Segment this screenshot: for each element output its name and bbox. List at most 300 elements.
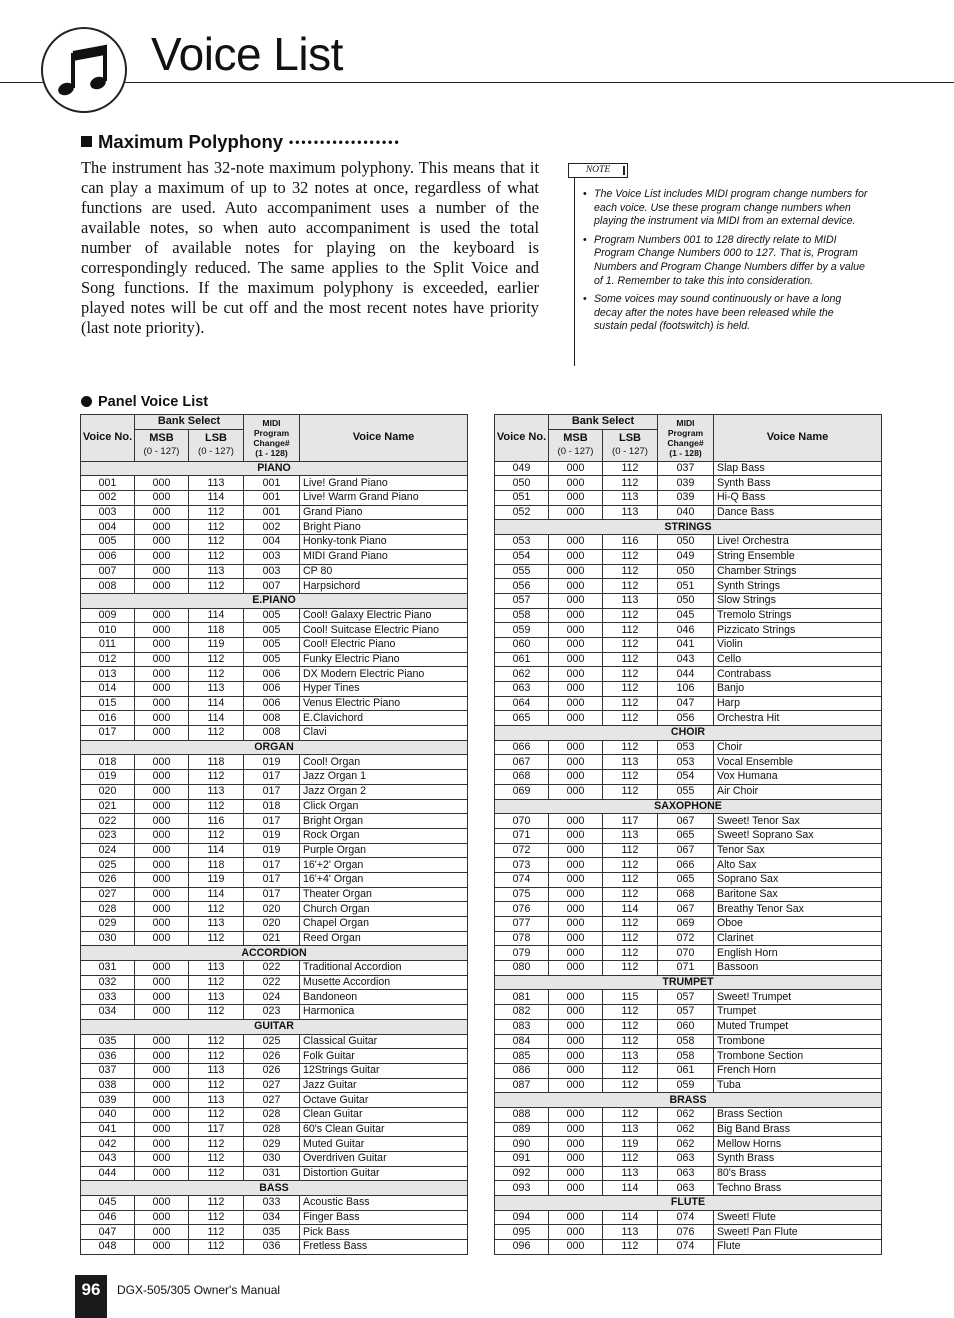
voice-row: [81, 726, 468, 741]
program-change: 018: [244, 799, 300, 814]
msb-value: 000: [549, 711, 603, 726]
voice-row: [495, 740, 882, 755]
header-bank-select: Bank Select: [135, 415, 244, 430]
category-row: [81, 1181, 468, 1196]
lsb-value: 114: [189, 711, 244, 726]
lsb-value: 113: [189, 1063, 244, 1078]
voice-row: [81, 579, 468, 594]
voice-number: 062: [495, 667, 549, 682]
lsb-value: 112: [189, 579, 244, 594]
lsb-value: 113: [189, 784, 244, 799]
voice-number: 015: [81, 696, 135, 711]
category-label: GUITAR: [81, 1019, 468, 1034]
msb-value: 000: [549, 961, 603, 976]
lsb-value: 112: [189, 799, 244, 814]
program-change: 074: [658, 1210, 714, 1225]
program-change: 005: [244, 623, 300, 638]
voice-number: 037: [81, 1063, 135, 1078]
lsb-value: 112: [603, 667, 658, 682]
program-change: 065: [658, 872, 714, 887]
voice-row: [495, 872, 882, 887]
program-change: 057: [658, 1005, 714, 1020]
program-change: 055: [658, 784, 714, 799]
voice-name: Synth Bass: [714, 476, 882, 491]
voice-name: Soprano Sax: [714, 872, 882, 887]
voice-row: [495, 961, 882, 976]
program-change: 037: [658, 461, 714, 476]
voice-number: 075: [495, 887, 549, 902]
msb-value: 000: [135, 564, 189, 579]
program-change: 028: [244, 1107, 300, 1122]
msb-value: 000: [135, 931, 189, 946]
voice-number: 082: [495, 1005, 549, 1020]
voice-number: 042: [81, 1137, 135, 1152]
lsb-value: 113: [189, 961, 244, 976]
voice-number: 021: [81, 799, 135, 814]
msb-value: 000: [135, 520, 189, 535]
voice-name: Bandoneon: [300, 990, 468, 1005]
msb-value: 000: [135, 1005, 189, 1020]
lsb-value: 113: [189, 917, 244, 932]
voice-name: Air Choir: [714, 784, 882, 799]
voice-name: Overdriven Guitar: [300, 1152, 468, 1167]
voice-name: Cool! Suitcase Electric Piano: [300, 623, 468, 638]
voice-row: [495, 1166, 882, 1181]
voice-number: 084: [495, 1034, 549, 1049]
voice-row: [81, 564, 468, 579]
voice-row: [495, 696, 882, 711]
program-change: 036: [244, 1240, 300, 1255]
lsb-value: 112: [189, 726, 244, 741]
msb-value: 000: [135, 505, 189, 520]
program-change: 063: [658, 1181, 714, 1196]
voice-name: Tremolo Strings: [714, 608, 882, 623]
program-change: 017: [244, 770, 300, 785]
program-change: 022: [244, 975, 300, 990]
msb-value: 000: [549, 1210, 603, 1225]
lsb-value: 112: [603, 682, 658, 697]
voice-number: 044: [81, 1166, 135, 1181]
voice-row: [495, 1225, 882, 1240]
lsb-value: 112: [189, 535, 244, 550]
program-change: 063: [658, 1152, 714, 1167]
program-change: 043: [658, 652, 714, 667]
voice-name: Harp: [714, 696, 882, 711]
program-change: 003: [244, 564, 300, 579]
voice-row: [81, 1107, 468, 1122]
voice-row: [495, 652, 882, 667]
voice-name: Contrabass: [714, 667, 882, 682]
voice-name: Hyper Tines: [300, 682, 468, 697]
lsb-value: 112: [189, 1210, 244, 1225]
msb-value: 000: [549, 491, 603, 506]
note-item: • Program Numbers 001 to 128 directly relate to MIDI Program Change Numbers 000 to 127. That is, Program Numbers and Program Change Numbers differ by a value of 1. Remember to take this into consideration.: [583, 234, 868, 288]
voice-name: Musette Accordion: [300, 975, 468, 990]
msb-value: 000: [549, 917, 603, 932]
voice-row: [81, 931, 468, 946]
category-label: PIANO: [81, 461, 468, 476]
program-change: 008: [244, 711, 300, 726]
program-change: 017: [244, 858, 300, 873]
voice-row: [495, 990, 882, 1005]
program-change: 058: [658, 1049, 714, 1064]
program-change: 003: [244, 549, 300, 564]
program-change: 062: [658, 1137, 714, 1152]
msb-value: 000: [549, 1019, 603, 1034]
header-msb: [135, 429, 189, 461]
voice-name: Vocal Ensemble: [714, 755, 882, 770]
voice-name: Tenor Sax: [714, 843, 882, 858]
msb-value: 000: [549, 623, 603, 638]
voice-row: [81, 505, 468, 520]
note-rule: [574, 178, 575, 366]
msb-value: 000: [549, 1240, 603, 1255]
lsb-value: 112: [603, 843, 658, 858]
lsb-value: 116: [189, 814, 244, 829]
voice-name: Harpsichord: [300, 579, 468, 594]
voice-number: 050: [495, 476, 549, 491]
category-row: [81, 1019, 468, 1034]
lsb-value: 113: [189, 1093, 244, 1108]
voice-name: Chapel Organ: [300, 917, 468, 932]
msb-value: 000: [549, 990, 603, 1005]
program-change: 006: [244, 696, 300, 711]
lsb-value: 112: [603, 608, 658, 623]
program-change: 067: [658, 902, 714, 917]
program-change: 063: [658, 1166, 714, 1181]
lsb-value: 112: [603, 1034, 658, 1049]
msb-value: 000: [135, 491, 189, 506]
voice-number: 001: [81, 476, 135, 491]
lsb-value: 112: [603, 961, 658, 976]
header-midi-label: MIDI Program Change#: [253, 417, 290, 448]
voice-name: Flute: [714, 1240, 882, 1255]
lsb-value: 113: [603, 755, 658, 770]
voice-number: 005: [81, 535, 135, 550]
voice-row: [495, 491, 882, 506]
program-change: 005: [244, 637, 300, 652]
msb-value: 000: [135, 1107, 189, 1122]
panel-voice-list-heading: [81, 393, 208, 411]
header-lsb-label: LSB: [619, 432, 641, 445]
voice-number: 030: [81, 931, 135, 946]
voice-name: Live! Grand Piano: [300, 476, 468, 491]
voice-row: [495, 931, 882, 946]
program-change: 069: [658, 917, 714, 932]
voice-row: [81, 858, 468, 873]
voice-name: Click Organ: [300, 799, 468, 814]
voice-number: 029: [81, 917, 135, 932]
voice-name: Big Band Brass: [714, 1122, 882, 1137]
lsb-value: 114: [189, 491, 244, 506]
program-change: 057: [658, 990, 714, 1005]
msb-value: 000: [135, 828, 189, 843]
msb-value: 000: [135, 770, 189, 785]
lsb-value: 112: [189, 1078, 244, 1093]
voice-number: 019: [81, 770, 135, 785]
voice-row: [495, 784, 882, 799]
voice-row: [495, 814, 882, 829]
lsb-value: 113: [603, 505, 658, 520]
voice-number: 014: [81, 682, 135, 697]
voice-name: Violin: [714, 637, 882, 652]
voice-name: Synth Brass: [714, 1152, 882, 1167]
voice-number: 006: [81, 549, 135, 564]
voice-row: [495, 1005, 882, 1020]
msb-value: 000: [549, 770, 603, 785]
voice-number: 087: [495, 1078, 549, 1093]
msb-value: 000: [135, 1166, 189, 1181]
voice-name: Traditional Accordion: [300, 961, 468, 976]
voice-row: [81, 784, 468, 799]
msb-value: 000: [135, 1078, 189, 1093]
voice-name: Fretless Bass: [300, 1240, 468, 1255]
msb-value: 000: [549, 946, 603, 961]
program-change: 008: [244, 726, 300, 741]
voice-number: 073: [495, 858, 549, 873]
lsb-value: 113: [603, 1049, 658, 1064]
lsb-value: 112: [603, 917, 658, 932]
voice-name: Cool! Electric Piano: [300, 637, 468, 652]
lsb-value: 114: [189, 887, 244, 902]
category-row: [495, 799, 882, 814]
voice-number: 038: [81, 1078, 135, 1093]
voice-name: Trombone Section: [714, 1049, 882, 1064]
msb-value: 000: [549, 843, 603, 858]
voice-number: 039: [81, 1093, 135, 1108]
program-change: 067: [658, 814, 714, 829]
voice-number: 090: [495, 1137, 549, 1152]
voice-name: Pick Bass: [300, 1225, 468, 1240]
heading-dots: ••••••••••••••••••: [289, 135, 401, 149]
msb-value: 000: [135, 1210, 189, 1225]
voice-number: 076: [495, 902, 549, 917]
voice-number: 064: [495, 696, 549, 711]
lsb-value: 113: [603, 828, 658, 843]
msb-value: 000: [135, 784, 189, 799]
voice-name: Alto Sax: [714, 858, 882, 873]
voice-row: [81, 1210, 468, 1225]
lsb-value: 112: [603, 549, 658, 564]
lsb-value: 112: [189, 902, 244, 917]
msb-value: 000: [135, 799, 189, 814]
voice-number: 091: [495, 1152, 549, 1167]
lsb-value: 112: [603, 946, 658, 961]
lsb-value: 117: [603, 814, 658, 829]
lsb-value: 112: [189, 1107, 244, 1122]
polyphony-paragraph: The instrument has 32-note maximum polyphony. This means that it can play a maximum of up to 32 notes at once, regardless of what functions are used. Auto accompaniment uses a number of the available notes, so when auto accompaniment is used the total number of available notes for playing on the keyboard is correspondingly reduced. The same applies to the Split Voice and Song functions. If the maximum polyphony is exceeded, earlier played notes will be cut off and the most recent notes have priority (last note priority).: [81, 158, 539, 337]
program-change: 106: [658, 682, 714, 697]
lsb-value: 112: [189, 1049, 244, 1064]
program-change: 076: [658, 1225, 714, 1240]
voice-row: [81, 1063, 468, 1078]
category-row: [495, 726, 882, 741]
voice-name: E.Clavichord: [300, 711, 468, 726]
program-change: 068: [658, 887, 714, 902]
voice-row: [495, 1034, 882, 1049]
voice-row: [81, 623, 468, 638]
lsb-value: 112: [603, 887, 658, 902]
voice-number: 069: [495, 784, 549, 799]
voice-row: [495, 1019, 882, 1034]
voice-number: 095: [495, 1225, 549, 1240]
voice-number: 041: [81, 1122, 135, 1137]
lsb-value: 117: [189, 1122, 244, 1137]
program-change: 017: [244, 887, 300, 902]
voice-number: 048: [81, 1240, 135, 1255]
msb-value: 000: [135, 1196, 189, 1211]
program-change: 029: [244, 1137, 300, 1152]
program-change: 070: [658, 946, 714, 961]
voice-row: [495, 535, 882, 550]
voice-row: [495, 579, 882, 594]
lsb-value: 112: [603, 931, 658, 946]
program-change: 067: [658, 843, 714, 858]
voice-row: [81, 799, 468, 814]
page-number: 96: [75, 1275, 107, 1318]
voice-number: 070: [495, 814, 549, 829]
header-lsb-range: (0 - 127): [612, 446, 648, 458]
voice-number: 012: [81, 652, 135, 667]
msb-value: 000: [135, 1093, 189, 1108]
title-rule: [0, 82, 954, 83]
category-row: [495, 1196, 882, 1211]
voice-name: Finger Bass: [300, 1210, 468, 1225]
voice-name: Sweet! Soprano Sax: [714, 828, 882, 843]
program-change: 017: [244, 784, 300, 799]
voice-name: Hi-Q Bass: [714, 491, 882, 506]
msb-value: 000: [135, 858, 189, 873]
msb-value: 000: [549, 1181, 603, 1196]
program-change: 020: [244, 917, 300, 932]
voice-row: [81, 770, 468, 785]
voice-name: English Horn: [714, 946, 882, 961]
category-row: [81, 740, 468, 755]
lsb-value: 113: [189, 990, 244, 1005]
voice-number: 092: [495, 1166, 549, 1181]
msb-value: 000: [135, 1152, 189, 1167]
program-change: 062: [658, 1122, 714, 1137]
voice-number: 057: [495, 593, 549, 608]
note-item: • Some voices may sound continuously or have a long decay after the notes have been released while the sustain pedal (footswitch) is held.: [583, 293, 868, 334]
voice-row: [81, 682, 468, 697]
program-change: 061: [658, 1063, 714, 1078]
voice-name: Pizzicato Strings: [714, 623, 882, 638]
lsb-value: 113: [603, 491, 658, 506]
voice-row: [81, 961, 468, 976]
msb-value: 000: [549, 887, 603, 902]
voice-row: [81, 887, 468, 902]
voice-name: Slow Strings: [714, 593, 882, 608]
voice-number: 085: [495, 1049, 549, 1064]
lsb-value: 112: [603, 1063, 658, 1078]
voice-number: 036: [81, 1049, 135, 1064]
voice-number: 094: [495, 1210, 549, 1225]
voice-row: [81, 843, 468, 858]
voice-number: 047: [81, 1225, 135, 1240]
program-change: 027: [244, 1078, 300, 1093]
lsb-value: 112: [189, 828, 244, 843]
voice-row: [495, 1078, 882, 1093]
program-change: 033: [244, 1196, 300, 1211]
voice-number: 032: [81, 975, 135, 990]
msb-value: 000: [135, 872, 189, 887]
program-change: 001: [244, 505, 300, 520]
header-voice-no: Voice No.: [495, 415, 549, 462]
voice-name: Reed Organ: [300, 931, 468, 946]
voice-name: DX Modern Electric Piano: [300, 667, 468, 682]
voice-row: [81, 1049, 468, 1064]
voice-name: Oboe: [714, 917, 882, 932]
lsb-value: 112: [189, 770, 244, 785]
lsb-value: 114: [189, 696, 244, 711]
voice-name: Cool! Galaxy Electric Piano: [300, 608, 468, 623]
category-label: STRINGS: [495, 520, 882, 535]
voice-number: 045: [81, 1196, 135, 1211]
program-change: 017: [244, 872, 300, 887]
program-change: 028: [244, 1122, 300, 1137]
msb-value: 000: [549, 667, 603, 682]
voice-name: 16'+4' Organ: [300, 872, 468, 887]
voice-number: 058: [495, 608, 549, 623]
voice-number: 093: [495, 1181, 549, 1196]
lsb-value: 112: [603, 623, 658, 638]
voice-number: 071: [495, 828, 549, 843]
category-label: E.PIANO: [81, 593, 468, 608]
msb-value: 000: [549, 461, 603, 476]
voice-number: 096: [495, 1240, 549, 1255]
voice-name: 12Strings Guitar: [300, 1063, 468, 1078]
lsb-value: 114: [189, 608, 244, 623]
program-change: 034: [244, 1210, 300, 1225]
voice-number: 054: [495, 549, 549, 564]
voice-name: Breathy Tenor Sax: [714, 902, 882, 917]
voice-row: [495, 843, 882, 858]
program-change: 026: [244, 1049, 300, 1064]
voice-name: Sweet! Trumpet: [714, 990, 882, 1005]
voice-row: [495, 828, 882, 843]
msb-value: 000: [135, 549, 189, 564]
lsb-value: 112: [603, 1240, 658, 1255]
voice-name: Live! Orchestra: [714, 535, 882, 550]
msb-value: 000: [135, 975, 189, 990]
voice-number: 031: [81, 961, 135, 976]
voice-number: 028: [81, 902, 135, 917]
voice-name: Clavi: [300, 726, 468, 741]
msb-value: 000: [135, 1137, 189, 1152]
program-change: 022: [244, 961, 300, 976]
msb-value: 000: [135, 1240, 189, 1255]
program-change: 024: [244, 990, 300, 1005]
manual-title: DGX-505/305 Owner's Manual: [117, 1283, 281, 1297]
voice-row: [495, 1137, 882, 1152]
msb-value: 000: [549, 828, 603, 843]
msb-value: 000: [549, 1034, 603, 1049]
lsb-value: 112: [189, 520, 244, 535]
msb-value: 000: [135, 535, 189, 550]
voice-name: CP 80: [300, 564, 468, 579]
voice-number: 025: [81, 858, 135, 873]
header-midi: [244, 415, 300, 462]
lsb-value: 112: [603, 770, 658, 785]
msb-value: 000: [549, 579, 603, 594]
voice-name: Grand Piano: [300, 505, 468, 520]
msb-value: 000: [549, 608, 603, 623]
program-change: 050: [658, 535, 714, 550]
program-change: 071: [658, 961, 714, 976]
lsb-value: 119: [189, 872, 244, 887]
voice-name: Clean Guitar: [300, 1107, 468, 1122]
